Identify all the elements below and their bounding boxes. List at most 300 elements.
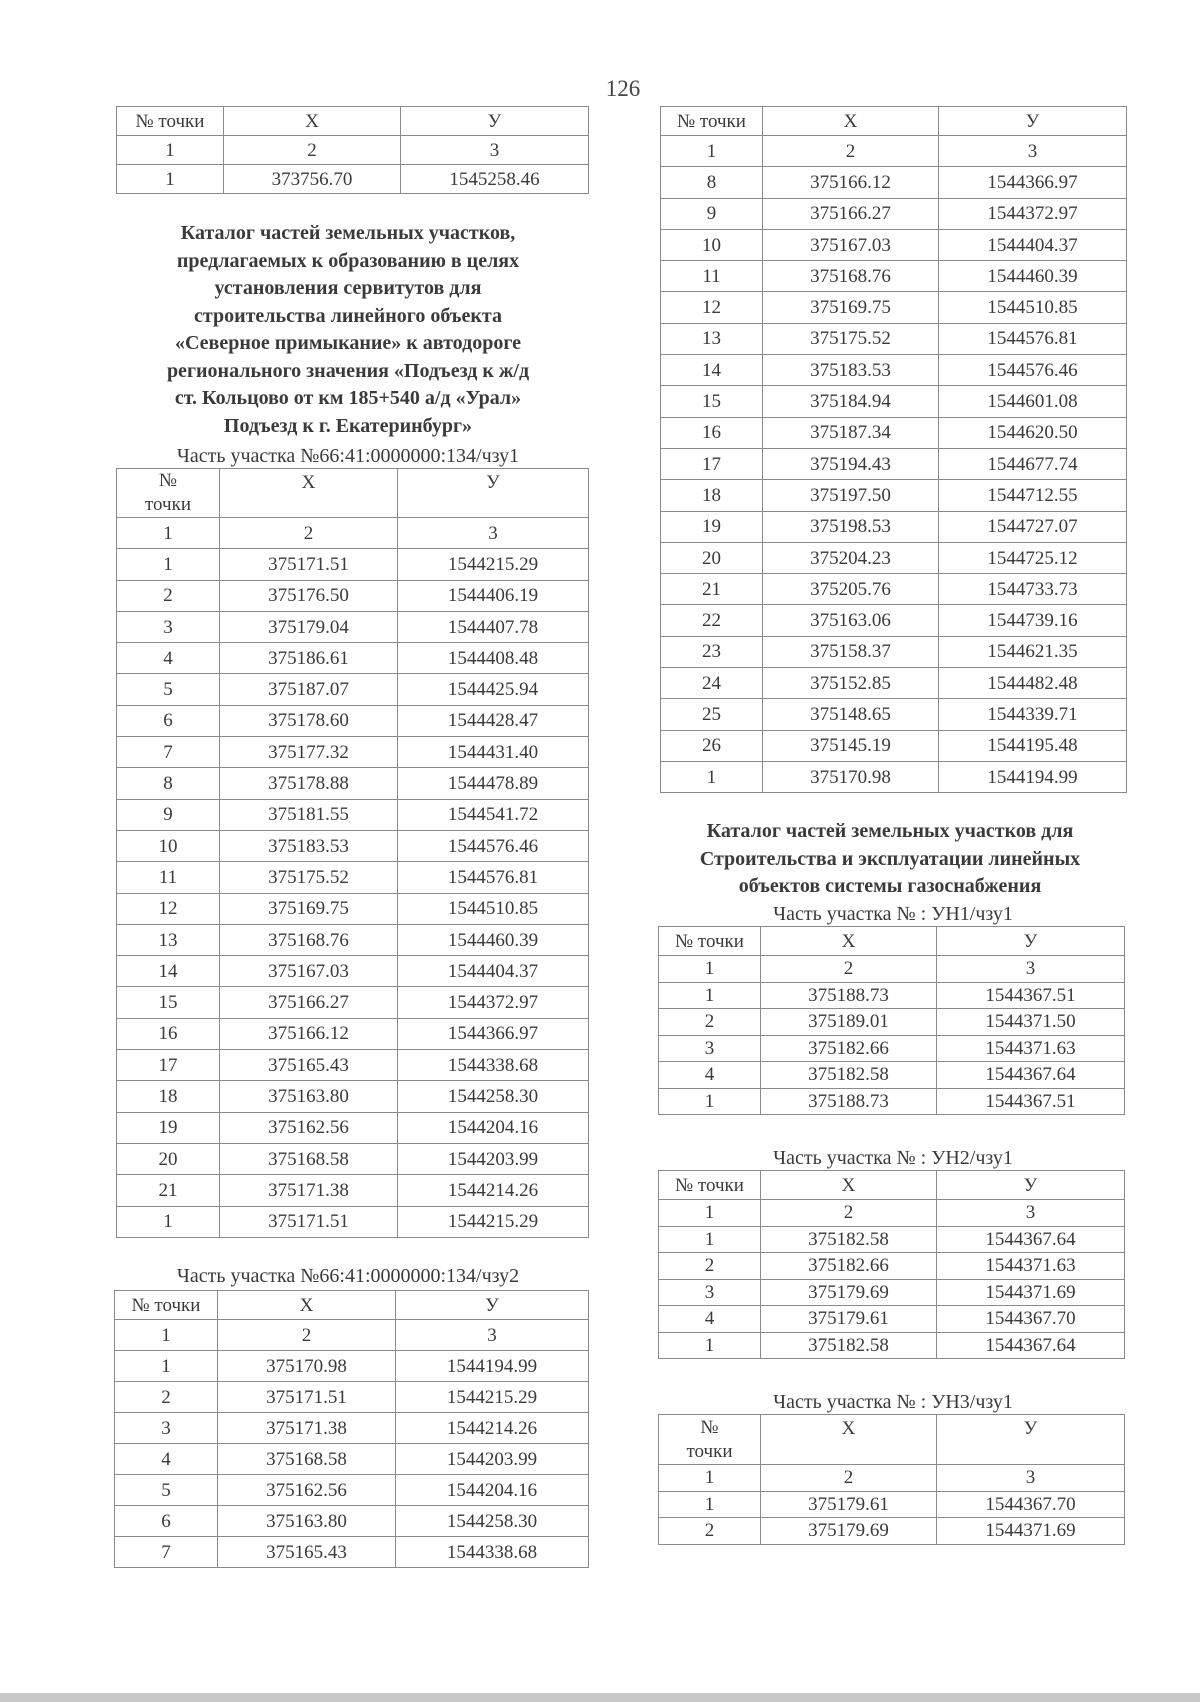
point-number: 20 (117, 1143, 220, 1174)
y-coordinate: 1544620.50 (939, 417, 1127, 448)
index-cell: 2 (220, 518, 398, 549)
y-coordinate: 1544195.48 (939, 730, 1127, 761)
table-row (659, 1279, 1125, 1306)
scan-edge (0, 1693, 1200, 1702)
index-row (117, 136, 589, 165)
y-coordinate: 1544204.16 (396, 1475, 589, 1506)
index-row (115, 1320, 589, 1351)
header-row (115, 1291, 589, 1320)
x-coordinate: 375182.58 (761, 1226, 937, 1253)
col-header-y: У (937, 1171, 1125, 1200)
table-part-un3 (658, 1414, 1125, 1545)
y-coordinate: 1544428.47 (398, 705, 589, 736)
table-part-chzu2-left (114, 1290, 589, 1568)
point-number: 1 (117, 549, 220, 580)
table-row (661, 417, 1127, 448)
x-coordinate: 375169.75 (220, 893, 398, 924)
table-row (659, 1062, 1125, 1089)
table-row (117, 549, 589, 580)
table-row (117, 165, 589, 194)
part-un3-title: Часть участка № : УН3/чзу1 (773, 1391, 1013, 1413)
table-row (117, 893, 589, 924)
x-coordinate: 375171.51 (220, 549, 398, 580)
point-number: 8 (117, 768, 220, 799)
col-header-y: У (937, 927, 1125, 956)
index-row (659, 1200, 1125, 1227)
point-number: 17 (117, 1050, 220, 1081)
x-coordinate: 375158.37 (763, 636, 939, 667)
heading-line: Каталог частей земельных участков, (180, 222, 516, 244)
table-row (661, 699, 1127, 730)
point-number: 12 (117, 893, 220, 924)
point-number: 13 (661, 323, 763, 354)
table-row (661, 355, 1127, 386)
y-coordinate: 1544601.08 (939, 386, 1127, 417)
heading-line: «Северное примыкание» к автодороге (174, 332, 522, 354)
y-coordinate: 1544371.50 (937, 1009, 1125, 1036)
table-row (117, 1175, 589, 1206)
x-coordinate: 375186.61 (220, 643, 398, 674)
col-header-y: У (937, 1415, 1125, 1465)
x-coordinate: 375179.04 (220, 611, 398, 642)
point-number: 5 (115, 1475, 218, 1506)
point-number: 1 (117, 1206, 220, 1237)
point-number: 2 (115, 1382, 218, 1413)
x-coordinate: 375168.58 (218, 1444, 396, 1475)
y-coordinate: 1544338.68 (396, 1537, 589, 1568)
x-coordinate: 375188.73 (761, 1088, 937, 1115)
x-coordinate: 375163.80 (218, 1506, 396, 1537)
x-coordinate: 375198.53 (763, 511, 939, 542)
y-coordinate: 1544733.73 (939, 574, 1127, 605)
index-cell: 1 (117, 136, 224, 165)
table-row (117, 987, 589, 1018)
col-header-x: Х (224, 107, 401, 136)
index-cell: 2 (761, 1200, 937, 1227)
point-number: 19 (117, 1112, 220, 1143)
header-row (117, 107, 589, 136)
index-cell: 3 (937, 956, 1125, 983)
table-part-chzu1 (116, 468, 589, 1238)
y-coordinate: 1544725.12 (939, 542, 1127, 573)
x-coordinate: 375169.75 (763, 292, 939, 323)
table-row (115, 1537, 589, 1568)
y-coordinate: 1544367.51 (937, 982, 1125, 1009)
table-part-chzu2-right (660, 106, 1127, 793)
y-coordinate: 1544366.97 (398, 1018, 589, 1049)
x-coordinate: 375163.06 (763, 605, 939, 636)
x-coordinate: 375152.85 (763, 668, 939, 699)
point-number: 3 (117, 611, 220, 642)
table-row (659, 1035, 1125, 1062)
x-coordinate: 375167.03 (763, 229, 939, 260)
y-coordinate: 1544367.64 (937, 1062, 1125, 1089)
y-coordinate: 1544204.16 (398, 1112, 589, 1143)
point-number: 16 (117, 1018, 220, 1049)
heading-line: предлагаемых к образованию в целях (176, 249, 520, 272)
x-coordinate: 375187.34 (763, 417, 939, 448)
page-number: 126 (605, 76, 641, 101)
table-row (117, 611, 589, 642)
x-coordinate: 375168.58 (220, 1143, 398, 1174)
point-number: 4 (117, 643, 220, 674)
y-coordinate: 1544366.97 (939, 167, 1127, 198)
col-header-x: Х (761, 1171, 937, 1200)
heading-line: объектов системы газоснабжения (738, 875, 1042, 897)
y-coordinate: 1544258.30 (398, 1081, 589, 1112)
point-number: 3 (659, 1279, 761, 1306)
x-coordinate: 375178.60 (220, 705, 398, 736)
x-coordinate: 375171.38 (218, 1413, 396, 1444)
index-cell: 3 (398, 518, 589, 549)
point-number: 2 (117, 580, 220, 611)
table-row (115, 1475, 589, 1506)
col-header-x: Х (763, 107, 939, 136)
x-coordinate: 375166.27 (220, 987, 398, 1018)
point-number: 18 (117, 1081, 220, 1112)
table-row (115, 1382, 589, 1413)
y-coordinate: 1544431.40 (398, 737, 589, 768)
point-number: 21 (117, 1175, 220, 1206)
table-row (661, 761, 1127, 792)
y-coordinate: 1544367.70 (937, 1306, 1125, 1333)
y-coordinate: 1544576.81 (939, 323, 1127, 354)
index-cell: 1 (659, 956, 761, 983)
point-number: 18 (661, 480, 763, 511)
y-coordinate: 1544367.70 (937, 1491, 1125, 1518)
table-row (661, 261, 1127, 292)
x-coordinate: 375171.51 (218, 1382, 396, 1413)
point-number: 16 (661, 417, 763, 448)
x-coordinate: 375205.76 (763, 574, 939, 605)
index-cell: 3 (937, 1200, 1125, 1227)
y-coordinate: 1544258.30 (396, 1506, 589, 1537)
table-row (661, 323, 1127, 354)
index-cell: 2 (763, 136, 939, 167)
x-coordinate: 375184.94 (763, 386, 939, 417)
y-coordinate: 1544510.85 (398, 893, 589, 924)
index-cell: 2 (218, 1320, 396, 1351)
table-row (661, 229, 1127, 260)
table-row (659, 1332, 1125, 1359)
y-coordinate: 1544339.71 (939, 699, 1127, 730)
y-coordinate: 1544478.89 (398, 768, 589, 799)
index-cell: 1 (659, 1465, 761, 1492)
point-number: 7 (117, 737, 220, 768)
point-number: 2 (659, 1253, 761, 1280)
x-coordinate: 375178.88 (220, 768, 398, 799)
col-header-y: У (939, 107, 1127, 136)
table-row (659, 1088, 1125, 1115)
table-top-left (116, 106, 589, 194)
x-coordinate: 375179.69 (761, 1518, 937, 1545)
table-row (661, 480, 1127, 511)
x-coordinate: 375171.51 (220, 1206, 398, 1237)
index-row (661, 136, 1127, 167)
table-row (117, 956, 589, 987)
table-row (117, 799, 589, 830)
y-coordinate: 1544371.69 (937, 1518, 1125, 1545)
y-coordinate: 1544408.48 (398, 643, 589, 674)
y-coordinate: 1544482.48 (939, 668, 1127, 699)
x-coordinate: 373756.70 (224, 165, 401, 194)
y-coordinate: 1544215.29 (398, 1206, 589, 1237)
col-header-x: Х (761, 927, 937, 956)
x-coordinate: 375188.73 (761, 982, 937, 1009)
point-number: 5 (117, 674, 220, 705)
table-row (117, 768, 589, 799)
index-cell: 2 (224, 136, 401, 165)
point-number: 2 (659, 1009, 761, 1036)
point-number: 1 (659, 1088, 761, 1115)
y-coordinate: 1544371.63 (937, 1253, 1125, 1280)
x-coordinate: 375179.69 (761, 1279, 937, 1306)
table-row (661, 636, 1127, 667)
y-coordinate: 1544215.29 (396, 1382, 589, 1413)
table-row (661, 542, 1127, 573)
col-header-point-line: № (158, 470, 178, 491)
table-row (659, 1253, 1125, 1280)
point-number: 14 (117, 956, 220, 987)
col-header-point: № точки (659, 927, 761, 956)
x-coordinate: 375182.58 (761, 1062, 937, 1089)
table-row (659, 1491, 1125, 1518)
y-coordinate: 1544460.39 (398, 924, 589, 955)
y-coordinate: 1544425.94 (398, 674, 589, 705)
point-number: 24 (661, 668, 763, 699)
table-row (117, 737, 589, 768)
x-coordinate: 375194.43 (763, 448, 939, 479)
table-row (661, 198, 1127, 229)
col-header-point (659, 1415, 761, 1465)
point-number: 14 (661, 355, 763, 386)
table-part-un2 (658, 1170, 1125, 1359)
x-coordinate: 375189.01 (761, 1009, 937, 1036)
part-chzu1-title: Часть участка №66:41:0000000:134/чзу1 (176, 445, 520, 467)
y-coordinate: 1544621.35 (939, 636, 1127, 667)
x-coordinate: 375165.43 (218, 1537, 396, 1568)
point-number: 25 (661, 699, 763, 730)
y-coordinate: 1544215.29 (398, 549, 589, 580)
x-coordinate: 375187.07 (220, 674, 398, 705)
x-coordinate: 375182.66 (761, 1035, 937, 1062)
index-cell: 1 (661, 136, 763, 167)
x-coordinate: 375182.58 (761, 1332, 937, 1359)
table-row (117, 924, 589, 955)
x-coordinate: 375170.98 (763, 761, 939, 792)
table-row (117, 643, 589, 674)
y-coordinate: 1544406.19 (398, 580, 589, 611)
y-coordinate: 1544510.85 (939, 292, 1127, 323)
table-row (115, 1351, 589, 1382)
heading-gas (640, 818, 1140, 901)
heading-line: строительства линейного объекта (194, 304, 502, 327)
point-number: 9 (661, 198, 763, 229)
table-row (659, 1306, 1125, 1333)
table-row (117, 1050, 589, 1081)
col-header-point: № точки (659, 1171, 761, 1200)
table-row (117, 580, 589, 611)
y-coordinate: 1544203.99 (398, 1143, 589, 1174)
col-header-point-line: точки (686, 1440, 733, 1462)
x-coordinate: 375183.53 (220, 830, 398, 861)
col-header-x: Х (218, 1291, 396, 1320)
x-coordinate: 375170.98 (218, 1351, 396, 1382)
point-number: 21 (661, 574, 763, 605)
index-cell: 2 (761, 1465, 937, 1492)
y-coordinate: 1544404.37 (939, 229, 1127, 260)
point-number: 3 (659, 1035, 761, 1062)
point-number: 12 (661, 292, 763, 323)
table-row (115, 1506, 589, 1537)
table-row (661, 386, 1127, 417)
heading-line: установления сервитутов для (214, 277, 482, 299)
y-coordinate: 1544677.74 (939, 448, 1127, 479)
point-number: 10 (661, 229, 763, 260)
point-number: 20 (661, 542, 763, 573)
point-number: 23 (661, 636, 763, 667)
table-row (115, 1413, 589, 1444)
table-row (661, 605, 1127, 636)
index-row (659, 1465, 1125, 1492)
point-number: 13 (117, 924, 220, 955)
point-number: 15 (661, 386, 763, 417)
y-coordinate: 1544214.26 (398, 1175, 589, 1206)
y-coordinate: 1544576.46 (398, 830, 589, 861)
x-coordinate: 375183.53 (763, 355, 939, 386)
y-coordinate: 1544338.68 (398, 1050, 589, 1081)
header-row (659, 1171, 1125, 1200)
col-header-x: Х (220, 469, 398, 518)
col-header-y: У (401, 107, 589, 136)
index-cell: 3 (939, 136, 1127, 167)
y-coordinate: 1545258.46 (401, 165, 589, 194)
heading-line: ст. Кольцово от км 185+540 а/д «Урал» (174, 387, 522, 409)
table-row (661, 167, 1127, 198)
point-number: 9 (117, 799, 220, 830)
table-row (117, 862, 589, 893)
point-number: 1 (659, 1491, 761, 1518)
x-coordinate: 375175.52 (763, 323, 939, 354)
point-number: 6 (117, 705, 220, 736)
y-coordinate: 1544203.99 (396, 1444, 589, 1475)
x-coordinate: 375166.12 (763, 167, 939, 198)
point-number: 8 (661, 167, 763, 198)
x-coordinate: 375197.50 (763, 480, 939, 511)
y-coordinate: 1544407.78 (398, 611, 589, 642)
point-number: 4 (659, 1062, 761, 1089)
heading-line: Строительства и эксплуатации линейных (699, 847, 1081, 870)
y-coordinate: 1544739.16 (939, 605, 1127, 636)
y-coordinate: 1544214.26 (396, 1413, 589, 1444)
y-coordinate: 1544727.07 (939, 511, 1127, 542)
point-number: 1 (659, 1226, 761, 1253)
x-coordinate: 375145.19 (763, 730, 939, 761)
point-number: 7 (115, 1537, 218, 1568)
heading-line: регионального значения «Подъезд к ж/д (166, 359, 530, 382)
col-header-point: № точки (117, 107, 224, 136)
x-coordinate: 375176.50 (220, 580, 398, 611)
x-coordinate: 375175.52 (220, 862, 398, 893)
table-row (661, 511, 1127, 542)
table-row (115, 1444, 589, 1475)
point-number: 2 (659, 1518, 761, 1545)
table-row (117, 830, 589, 861)
point-number: 26 (661, 730, 763, 761)
index-cell: 3 (401, 136, 589, 165)
y-coordinate: 1544371.69 (937, 1279, 1125, 1306)
index-cell: 2 (761, 956, 937, 983)
header-row (659, 1415, 1125, 1465)
x-coordinate: 375165.43 (220, 1050, 398, 1081)
point-number: 1 (115, 1351, 218, 1382)
table-row (661, 574, 1127, 605)
table-row (117, 1018, 589, 1049)
x-coordinate: 375167.03 (220, 956, 398, 987)
y-coordinate: 1544404.37 (398, 956, 589, 987)
table-row (117, 674, 589, 705)
col-header-point: № точки (115, 1291, 218, 1320)
heading-line: Каталог частей земельных участков для (706, 820, 1074, 842)
table-row (117, 1112, 589, 1143)
y-coordinate: 1544367.64 (937, 1226, 1125, 1253)
x-coordinate: 375171.38 (220, 1175, 398, 1206)
point-number: 1 (117, 165, 224, 194)
part-un2-title: Часть участка № : УН2/чзу1 (773, 1147, 1013, 1169)
point-number: 1 (659, 982, 761, 1009)
point-number: 6 (115, 1506, 218, 1537)
table-row (661, 730, 1127, 761)
point-number: 1 (661, 761, 763, 792)
table-row (661, 292, 1127, 323)
point-number: 11 (661, 261, 763, 292)
x-coordinate: 375204.23 (763, 542, 939, 573)
index-cell: 1 (117, 518, 220, 549)
table-row (117, 1081, 589, 1112)
index-cell: 3 (396, 1320, 589, 1351)
x-coordinate: 375168.76 (220, 924, 398, 955)
index-cell: 1 (659, 1200, 761, 1227)
x-coordinate: 375163.80 (220, 1081, 398, 1112)
table-part-un1 (658, 926, 1125, 1115)
col-header-point-line: № (700, 1416, 719, 1438)
point-number: 15 (117, 987, 220, 1018)
point-number: 11 (117, 862, 220, 893)
index-cell: 3 (937, 1465, 1125, 1492)
y-coordinate: 1544371.63 (937, 1035, 1125, 1062)
col-header-y: У (398, 469, 589, 518)
x-coordinate: 375181.55 (220, 799, 398, 830)
col-header-point: № точки (661, 107, 763, 136)
y-coordinate: 1544576.46 (939, 355, 1127, 386)
x-coordinate: 375168.76 (763, 261, 939, 292)
table-row (117, 1143, 589, 1174)
table-row (659, 982, 1125, 1009)
col-header-x: Х (761, 1415, 937, 1465)
table-row (661, 448, 1127, 479)
heading-servitude (108, 220, 588, 440)
x-coordinate: 375162.56 (218, 1475, 396, 1506)
x-coordinate: 375179.61 (761, 1491, 937, 1518)
table-row (117, 1206, 589, 1237)
point-number: 19 (661, 511, 763, 542)
y-coordinate: 1544367.64 (937, 1332, 1125, 1359)
col-header-point (117, 469, 220, 518)
col-header-point-line: точки (144, 494, 191, 515)
point-number: 22 (661, 605, 763, 636)
point-number: 3 (115, 1413, 218, 1444)
x-coordinate: 375177.32 (220, 737, 398, 768)
